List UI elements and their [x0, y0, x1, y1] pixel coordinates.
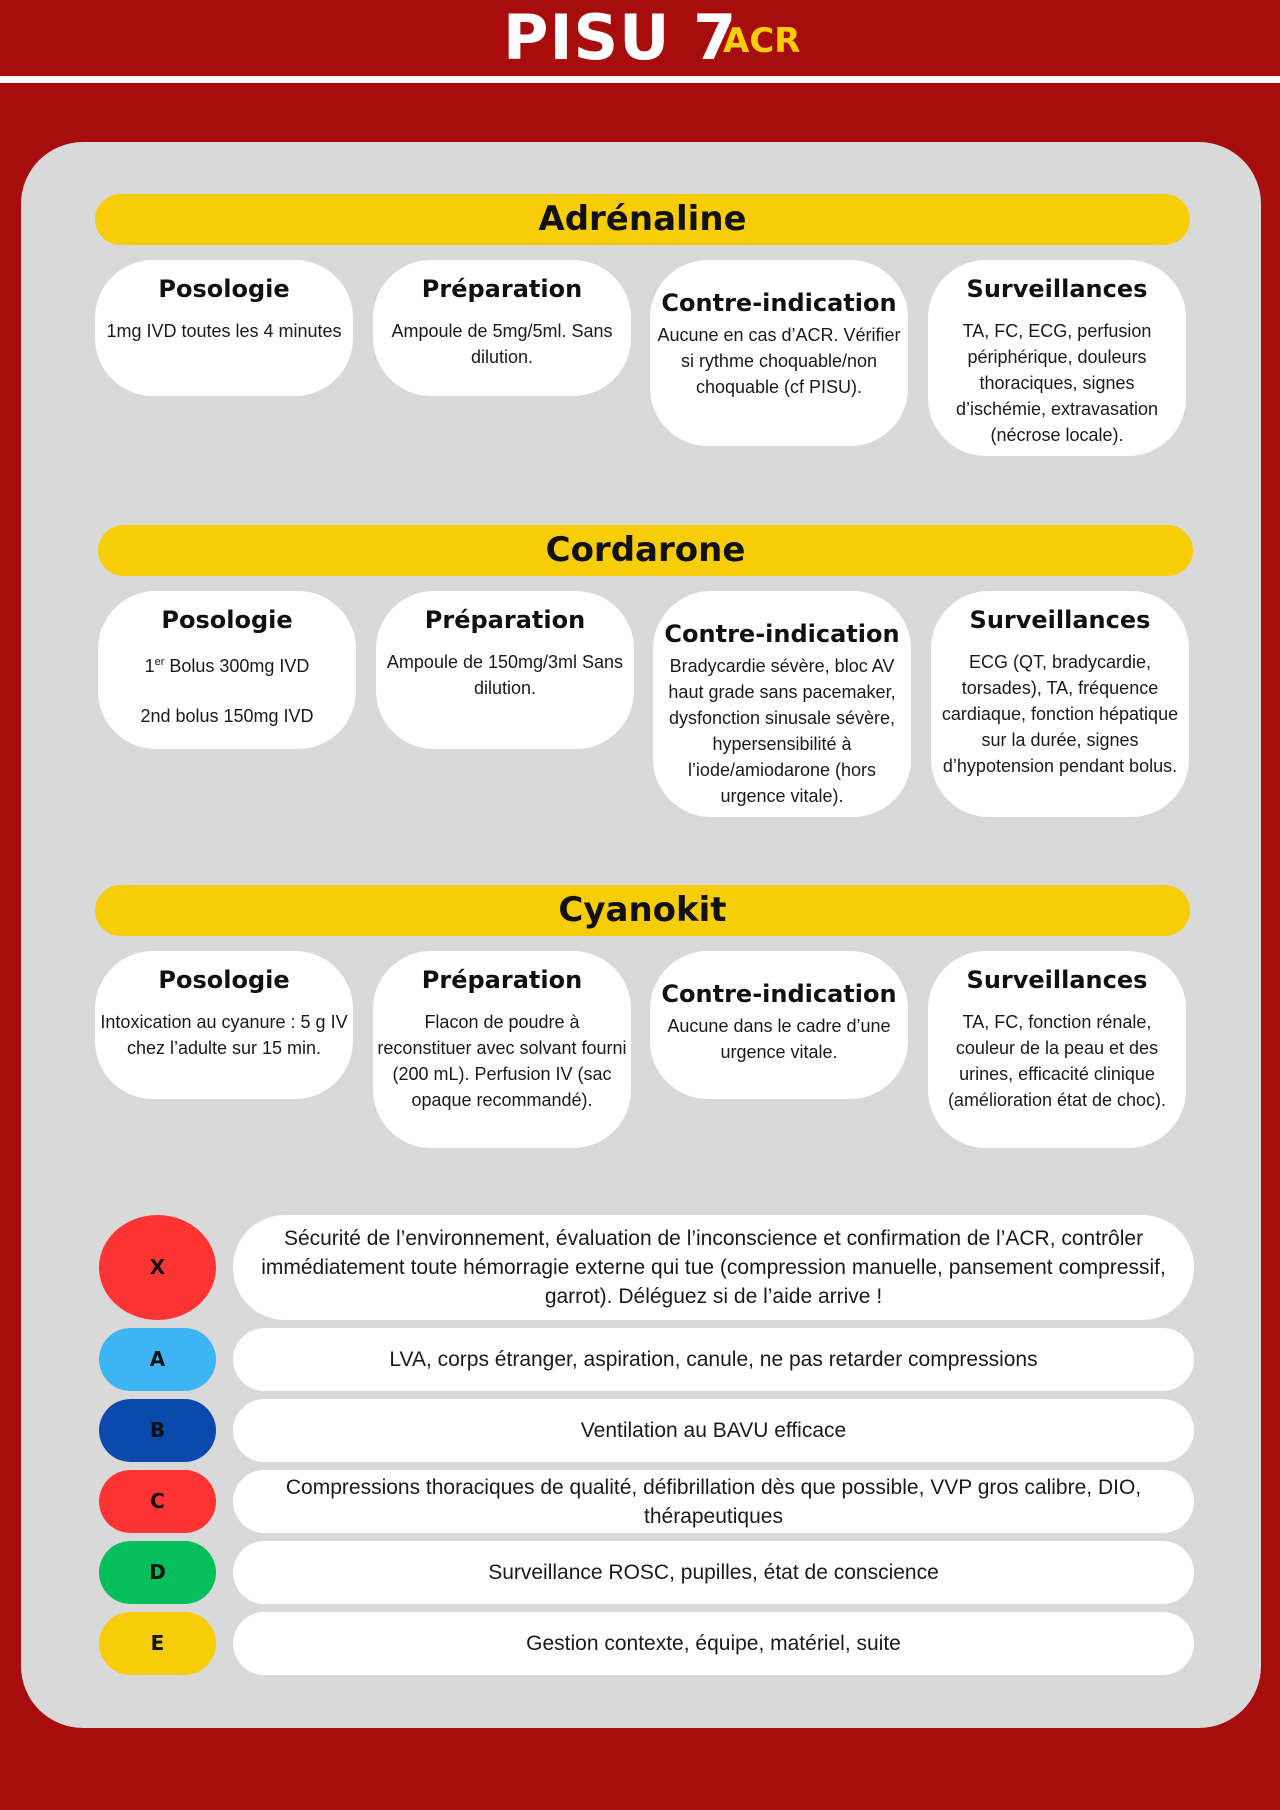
card-title: Contre-indication: [664, 620, 900, 648]
card-posologie: [98, 591, 356, 749]
header-divider: [0, 76, 1280, 83]
card-body: 1mg IVD toutes les 4 minutes: [106, 321, 342, 341]
xabcde-row-x: [99, 1215, 1195, 1320]
xabcde-row-c: [99, 1470, 1195, 1533]
card-surveillances: [931, 591, 1189, 817]
page-title: PISU 7: [503, 1, 738, 74]
card-preparation: [373, 951, 631, 1148]
card-title: Posologie: [161, 606, 293, 634]
card-title: Surveillances: [969, 606, 1151, 634]
section-title: Cyanokit: [95, 885, 1190, 936]
xabcde-text: LVA, corps étranger, aspiration, canule, ne pas retarder compressions: [233, 1328, 1194, 1391]
xabcde-row-b: [99, 1399, 1195, 1462]
xabcde-text: Surveillance ROSC, pupilles, état de conscience: [233, 1541, 1194, 1604]
xabcde-text: Compressions thoraciques de qualité, défibrillation dès que possible, VVP gros calibre, DIO, thérapeutiques: [233, 1470, 1194, 1533]
card-preparation: [373, 260, 631, 396]
ordinal-suffix: er: [154, 656, 165, 668]
card-body: [102, 649, 352, 729]
xabcde-row-d: [99, 1541, 1195, 1604]
xabcde-text: Gestion contexte, équipe, matériel, suite: [233, 1612, 1194, 1675]
page-subtitle: ACR: [723, 21, 801, 61]
card-title: Surveillances: [966, 275, 1148, 303]
card-posologie: [95, 951, 353, 1099]
section-title: Adrénaline: [95, 194, 1190, 245]
card-body: TA, FC, ECG, perfusion périphérique, douleurs thoraciques, signes d’ischémie, extravasation (nécrose locale).: [955, 321, 1159, 445]
card-title: Préparation: [421, 275, 583, 303]
letter-badge: X: [99, 1215, 216, 1320]
card-title: Préparation: [424, 606, 586, 634]
page-header: [0, 0, 1280, 78]
card-title: Posologie: [158, 966, 290, 994]
letter-badge: B: [99, 1399, 216, 1462]
section-cyanokit: [95, 885, 1190, 1149]
card-body: Intoxication au cyanure : 5 g IV chez l’adulte sur 15 min.: [100, 1012, 348, 1058]
letter-badge: E: [99, 1612, 216, 1675]
card-title: Préparation: [421, 966, 583, 994]
card-surveillances: [928, 260, 1186, 456]
card-body: Ampoule de 150mg/3ml Sans dilution.: [386, 652, 624, 698]
xabcde-row-e: [99, 1612, 1195, 1675]
card-body: TA, FC, fonction rénale, couleur de la peau et des urines, efficacité clinique (amélioration état de choc).: [947, 1012, 1167, 1110]
xabcde-row-a: [99, 1328, 1195, 1391]
letter-badge: A: [99, 1328, 216, 1391]
card-title: Contre-indication: [661, 289, 897, 317]
xabcde-text: Sécurité de l’environnement, évaluation de l’inconscience et confirmation de l’ACR, contrôler immédiatement toute hémorragie externe qui tue (compression manuelle, pansement compressif, garrot). Déléguez si de l’aide arrive !: [233, 1215, 1194, 1320]
ordinal-number: 1: [144, 656, 155, 676]
card-preparation: [376, 591, 634, 749]
xabcde-text: Ventilation au BAVU efficace: [233, 1399, 1194, 1462]
card-body: Ampoule de 5mg/5ml. Sans dilution.: [391, 321, 613, 367]
section-cordarone: [98, 525, 1193, 817]
card-body: Aucune dans le cadre d’une urgence vitale.: [667, 1016, 891, 1062]
card-body: Flacon de poudre à reconstituer avec solvant fourni (200 mL). Perfusion IV (sac opaque recommandé).: [377, 1012, 627, 1110]
section-adrenaline: [95, 194, 1190, 459]
letter-badge: D: [99, 1541, 216, 1604]
card-contre-indication: [650, 951, 908, 1099]
card-posologie: [95, 260, 353, 396]
card-title: Posologie: [158, 275, 290, 303]
card-contre-indication: [650, 260, 908, 446]
card-contre-indication: [653, 591, 911, 817]
letter-badge: C: [99, 1470, 216, 1533]
bolus-line-1: Bolus 300mg IVD: [164, 656, 310, 676]
card-body: Bradycardie sévère, bloc AV haut grade sans pacemaker, dysfonction sinusale sévère, hypersensibilité à l’iode/amiodarone (hors urgence vitale).: [668, 656, 896, 806]
section-title: Cordarone: [98, 525, 1193, 576]
card-title: Surveillances: [966, 966, 1148, 994]
card-body: Aucune en cas d’ACR. Vérifier si rythme choquable/non choquable (cf PISU).: [657, 325, 901, 397]
card-surveillances: [928, 951, 1186, 1148]
bolus-line-2: 2nd bolus 150mg IVD: [140, 706, 314, 726]
card-title: Contre-indication: [661, 980, 897, 1008]
card-body: ECG (QT, bradycardie, torsades), TA, fréquence cardiaque, fonction hépatique sur la durée, signes d’hypotension pendant bolus.: [941, 652, 1179, 776]
